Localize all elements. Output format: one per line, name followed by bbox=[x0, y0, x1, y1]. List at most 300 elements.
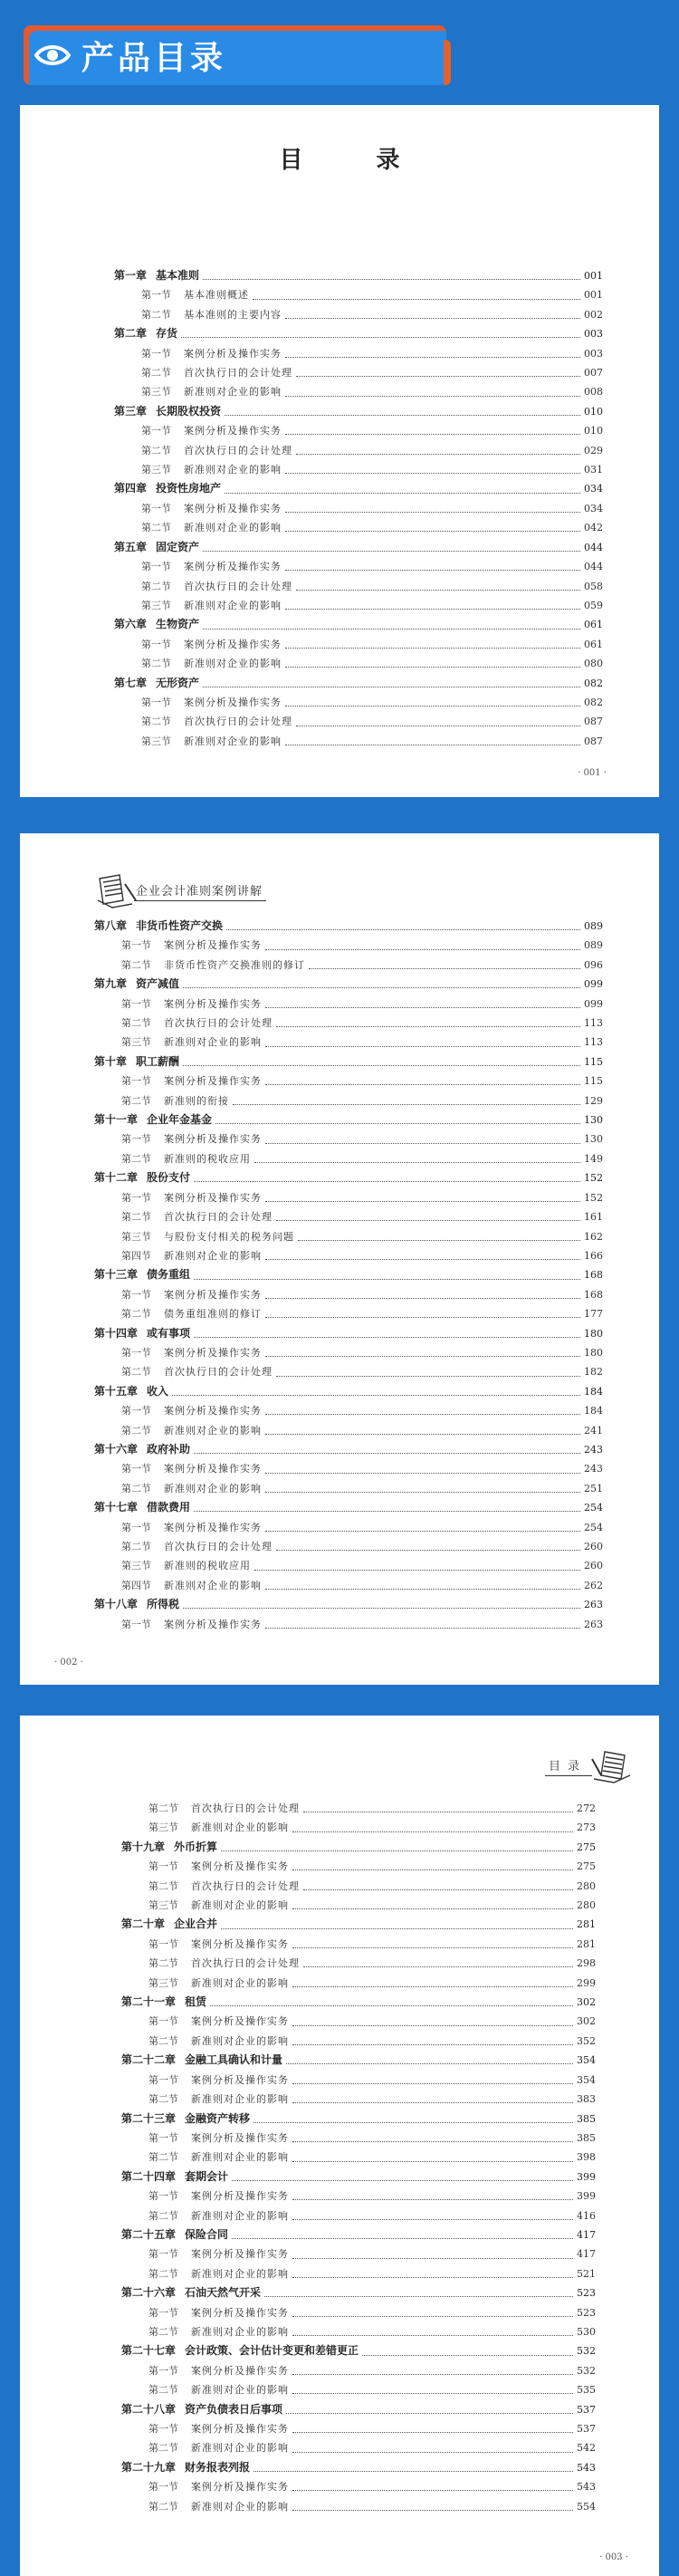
entry-title: 案例分析及操作实务 bbox=[164, 1075, 262, 1088]
entry-number: 第十章 bbox=[94, 1054, 128, 1068]
entry-page: 031 bbox=[584, 464, 603, 476]
leader-dots bbox=[292, 2044, 573, 2045]
entry-title: 案例分析及操作实务 bbox=[191, 2190, 289, 2203]
chapter-row bbox=[114, 266, 603, 285]
section-row bbox=[121, 2148, 596, 2167]
entry-title: 案例分析及操作实务 bbox=[164, 1191, 262, 1204]
entry-number: 第一节 bbox=[148, 2481, 178, 2494]
entry-title: 案例分析及操作实务 bbox=[191, 2015, 289, 2028]
entry-title: 存货 bbox=[156, 327, 178, 341]
section-row bbox=[114, 382, 603, 401]
leader-dots bbox=[286, 2063, 573, 2064]
section-row bbox=[121, 1896, 596, 1915]
chapter-row bbox=[121, 2051, 596, 2070]
entry-number: 第二节 bbox=[121, 1211, 151, 1224]
section-row bbox=[94, 1207, 603, 1226]
entry-title: 新准则对企业的影响 bbox=[164, 1579, 262, 1591]
entry-number: 第二节 bbox=[148, 2093, 178, 2106]
section-row bbox=[121, 1799, 596, 1818]
entry-title: 非货币性资产交换准则的修订 bbox=[164, 958, 305, 971]
entry-number: 第一节 bbox=[148, 2248, 178, 2261]
entry-page: 554 bbox=[577, 2500, 596, 2513]
section-row bbox=[121, 2032, 596, 2051]
chapter-row bbox=[114, 479, 603, 498]
entry-page: 537 bbox=[577, 2423, 596, 2435]
leader-dots bbox=[253, 2471, 573, 2472]
entry-page: 385 bbox=[577, 2112, 596, 2125]
entry-number: 第十四章 bbox=[94, 1326, 139, 1340]
entry-number: 第二节 bbox=[148, 1802, 178, 1814]
entry-title: 新准则的衔接 bbox=[164, 1094, 229, 1107]
entry-page: 080 bbox=[584, 658, 603, 670]
section-row bbox=[94, 1401, 603, 1420]
entry-title: 首次执行日的会计处理 bbox=[191, 1957, 300, 1970]
entry-title: 新准则对企业的影响 bbox=[184, 735, 282, 747]
toc-list bbox=[114, 266, 603, 751]
book-icon bbox=[590, 1748, 632, 1784]
chapter-row bbox=[121, 2458, 596, 2477]
entry-number: 第十八章 bbox=[94, 1598, 139, 1611]
leader-dots bbox=[292, 2277, 573, 2278]
entry-number: 第二十一章 bbox=[121, 1995, 177, 2009]
section-row bbox=[94, 1285, 603, 1304]
entry-page: 302 bbox=[577, 1996, 596, 2009]
leader-dots bbox=[265, 1046, 580, 1047]
entry-title: 资产减值 bbox=[136, 977, 180, 991]
entry-page: 543 bbox=[577, 2461, 596, 2474]
entry-page: 180 bbox=[584, 1346, 603, 1359]
leader-dots bbox=[265, 1143, 580, 1144]
leader-dots bbox=[232, 2180, 573, 2181]
entry-number: 第二节 bbox=[148, 1879, 178, 1892]
chapter-row bbox=[94, 1440, 603, 1459]
section-row bbox=[121, 2071, 596, 2090]
section-row bbox=[114, 285, 603, 304]
leader-dots bbox=[292, 2258, 573, 2259]
entry-title: 案例分析及操作实务 bbox=[191, 2073, 289, 2086]
leader-dots bbox=[292, 1908, 573, 1909]
entry-number: 第一节 bbox=[148, 2015, 178, 2028]
entry-title: 债务重组 bbox=[147, 1268, 191, 1282]
entry-number: 第四章 bbox=[114, 482, 148, 495]
entry-page: 260 bbox=[584, 1541, 603, 1552]
entry-number: 第一节 bbox=[141, 561, 171, 573]
leader-dots bbox=[265, 1414, 580, 1415]
leader-dots bbox=[265, 1628, 580, 1629]
entry-page: 383 bbox=[577, 2093, 596, 2106]
entry-page: 537 bbox=[577, 2403, 596, 2416]
entry-number: 第三节 bbox=[148, 1976, 178, 1989]
entry-number: 第四节 bbox=[121, 1579, 151, 1591]
entry-number: 第一节 bbox=[141, 502, 171, 514]
section-row bbox=[94, 1129, 603, 1149]
entry-title: 新准则对企业的影响 bbox=[184, 464, 282, 476]
leader-dots bbox=[194, 1453, 580, 1454]
entry-title: 基本准则概述 bbox=[184, 289, 249, 302]
leader-dots bbox=[292, 2083, 573, 2084]
entry-page: 087 bbox=[584, 735, 603, 747]
entry-number: 第二节 bbox=[148, 2034, 178, 2047]
toc-page-1 bbox=[20, 105, 659, 797]
entry-number: 第二节 bbox=[141, 658, 171, 670]
entry-title: 长期股权投资 bbox=[156, 404, 222, 418]
entry-page: 044 bbox=[584, 541, 603, 553]
leader-dots bbox=[225, 415, 580, 416]
entry-title: 首次执行日的会计处理 bbox=[184, 580, 292, 592]
toc-list bbox=[94, 917, 603, 1634]
leader-dots bbox=[183, 1608, 580, 1609]
entry-title: 新准则对企业的影响 bbox=[191, 1821, 289, 1834]
entry-page: 542 bbox=[577, 2442, 596, 2455]
leader-dots bbox=[285, 396, 580, 397]
entry-number: 第二节 bbox=[148, 2325, 178, 2338]
leader-dots bbox=[265, 1317, 580, 1318]
leader-dots bbox=[285, 512, 580, 513]
section-row bbox=[114, 441, 603, 460]
section-row bbox=[114, 460, 603, 479]
entry-number: 第一节 bbox=[121, 1521, 151, 1533]
leader-dots bbox=[285, 473, 580, 474]
leader-dots bbox=[303, 1966, 573, 1967]
leader-dots bbox=[362, 2355, 573, 2356]
entry-title: 财务报表列报 bbox=[185, 2460, 251, 2474]
leader-dots bbox=[276, 1220, 580, 1221]
entry-title: 案例分析及操作实务 bbox=[191, 2306, 289, 2319]
entry-number: 第五章 bbox=[114, 540, 148, 553]
entry-page: 263 bbox=[584, 1599, 603, 1611]
section-row bbox=[121, 1974, 596, 1993]
entry-page: 166 bbox=[584, 1249, 603, 1262]
page-number: · 003 · bbox=[599, 2552, 628, 2562]
leader-dots bbox=[264, 2296, 573, 2297]
entry-title: 案例分析及操作实务 bbox=[164, 997, 262, 1010]
entry-page: 008 bbox=[584, 386, 603, 399]
entry-number: 第一节 bbox=[121, 1346, 151, 1359]
section-row bbox=[114, 654, 603, 673]
entry-title: 收入 bbox=[147, 1384, 169, 1398]
leader-dots bbox=[183, 1065, 580, 1066]
entry-title: 案例分析及操作实务 bbox=[184, 347, 282, 360]
section-row bbox=[94, 1227, 603, 1246]
entry-title: 新准则对企业的影响 bbox=[184, 386, 282, 399]
entry-page: 272 bbox=[577, 1802, 596, 1814]
entry-title: 政府补助 bbox=[147, 1442, 191, 1456]
section-row bbox=[121, 2187, 596, 2206]
leader-dots bbox=[194, 1181, 580, 1182]
entry-page: 281 bbox=[577, 1937, 596, 1950]
section-row bbox=[94, 1149, 603, 1168]
entry-title: 新准则对企业的影响 bbox=[191, 2209, 289, 2222]
entry-page: 281 bbox=[577, 1918, 596, 1931]
entry-number: 第三节 bbox=[121, 1230, 151, 1243]
entry-number: 第二节 bbox=[141, 716, 171, 728]
entry-number: 第十七章 bbox=[94, 1501, 139, 1514]
leader-dots bbox=[296, 376, 580, 377]
leader-dots bbox=[254, 1162, 580, 1163]
entry-title: 首次执行日的会计处理 bbox=[164, 1211, 273, 1224]
chapter-row bbox=[94, 1595, 603, 1614]
entry-page: 096 bbox=[584, 958, 603, 971]
entry-number: 第三节 bbox=[141, 464, 171, 476]
leader-dots bbox=[203, 551, 580, 552]
entry-number: 第二节 bbox=[121, 1541, 151, 1552]
section-row bbox=[114, 363, 603, 382]
leader-dots bbox=[285, 434, 580, 435]
leader-dots bbox=[296, 454, 580, 455]
entry-title: 首次执行日的会计处理 bbox=[184, 444, 292, 457]
entry-page: 280 bbox=[577, 1899, 596, 1912]
entry-title: 固定资产 bbox=[156, 540, 200, 553]
section-row bbox=[121, 2419, 596, 2438]
entry-title: 基本准则 bbox=[156, 269, 200, 282]
entry-page: 061 bbox=[584, 619, 603, 631]
page-number: · 001 · bbox=[578, 768, 607, 778]
section-row bbox=[114, 499, 603, 518]
entry-page: 082 bbox=[584, 677, 603, 689]
entry-page: 273 bbox=[577, 1821, 596, 1834]
leader-dots bbox=[265, 1356, 580, 1357]
section-row bbox=[121, 2380, 596, 2399]
entry-title: 非货币性资产交换 bbox=[136, 919, 224, 932]
section-row bbox=[94, 995, 603, 1014]
entry-page: 398 bbox=[577, 2151, 596, 2164]
chapter-row bbox=[121, 2283, 596, 2302]
leader-dots bbox=[265, 1259, 580, 1260]
entry-title: 案例分析及操作实务 bbox=[164, 1463, 262, 1475]
entry-page: 007 bbox=[584, 367, 603, 380]
entry-title: 职工薪酬 bbox=[136, 1054, 180, 1068]
entry-page: 243 bbox=[584, 1443, 603, 1456]
entry-number: 第二节 bbox=[121, 1482, 151, 1495]
entry-number: 第二十四章 bbox=[121, 2169, 177, 2183]
leader-dots bbox=[285, 531, 580, 532]
leader-dots bbox=[265, 1084, 580, 1085]
entry-page: 087 bbox=[584, 716, 603, 728]
section-row bbox=[121, 2497, 596, 2516]
leader-dots bbox=[253, 299, 580, 300]
leader-dots bbox=[292, 2432, 573, 2433]
entry-title: 新准则对企业的影响 bbox=[191, 2151, 289, 2164]
section-row bbox=[94, 1421, 603, 1440]
leader-dots bbox=[265, 1201, 580, 1202]
leader-dots bbox=[226, 929, 580, 930]
entry-page: 532 bbox=[577, 2364, 596, 2377]
entry-number: 第二节 bbox=[148, 2151, 178, 2164]
entry-number: 第一节 bbox=[141, 696, 171, 708]
entry-page: 059 bbox=[584, 599, 603, 611]
entry-number: 第二节 bbox=[121, 1366, 151, 1379]
entry-title: 新准则对企业的影响 bbox=[191, 2267, 289, 2280]
entry-title: 新准则对企业的影响 bbox=[164, 1482, 262, 1495]
entry-title: 生物资产 bbox=[156, 618, 200, 631]
section-row bbox=[114, 596, 603, 615]
leader-dots bbox=[292, 2374, 573, 2375]
chapter-row bbox=[94, 1053, 603, 1072]
entry-number: 第二节 bbox=[141, 580, 171, 592]
entry-page: 280 bbox=[577, 1879, 596, 1892]
entry-page: 061 bbox=[584, 638, 603, 650]
entry-number: 第二节 bbox=[141, 522, 171, 534]
leader-dots bbox=[292, 2335, 573, 2336]
entry-number: 第十三章 bbox=[94, 1268, 139, 1282]
section-row bbox=[121, 2090, 596, 2109]
section-row bbox=[94, 1014, 603, 1033]
entry-title: 新准则对企业的影响 bbox=[191, 2093, 289, 2106]
entry-page: 149 bbox=[584, 1152, 603, 1165]
entry-title: 外币折算 bbox=[174, 1840, 218, 1853]
entry-title: 案例分析及操作实务 bbox=[164, 1288, 262, 1301]
entry-page: 262 bbox=[584, 1579, 603, 1591]
entry-number: 第二节 bbox=[148, 2442, 178, 2455]
chapter-row bbox=[121, 2400, 596, 2419]
entry-title: 新准则对企业的影响 bbox=[164, 1249, 262, 1262]
entry-page: 001 bbox=[584, 289, 603, 302]
section-row bbox=[114, 577, 603, 596]
entry-number: 第九章 bbox=[94, 977, 128, 991]
entry-title: 金融资产转移 bbox=[185, 2111, 251, 2125]
chapter-row bbox=[94, 1110, 603, 1129]
leader-dots bbox=[265, 1473, 580, 1474]
entry-title: 首次执行日的会计处理 bbox=[191, 1802, 300, 1814]
chapter-row bbox=[121, 2225, 596, 2244]
entry-title: 案例分析及操作实务 bbox=[164, 939, 262, 952]
leader-dots bbox=[285, 357, 580, 358]
entry-page: 099 bbox=[584, 997, 603, 1010]
entry-number: 第一节 bbox=[148, 2423, 178, 2435]
entry-number: 第二十三章 bbox=[121, 2111, 177, 2125]
entry-number: 第二节 bbox=[141, 367, 171, 380]
section-row bbox=[121, 2477, 596, 2496]
entry-page: 275 bbox=[577, 1860, 596, 1873]
entry-page: 034 bbox=[584, 502, 603, 514]
chapter-row bbox=[114, 324, 603, 343]
entry-number: 第二章 bbox=[114, 327, 148, 341]
entry-title: 或有事项 bbox=[147, 1326, 191, 1340]
entry-page: 168 bbox=[584, 1288, 603, 1301]
entry-number: 第二节 bbox=[141, 444, 171, 457]
entry-number: 第七章 bbox=[114, 676, 148, 689]
entry-number: 第一节 bbox=[141, 289, 171, 302]
entry-title: 新准则对企业的影响 bbox=[191, 1976, 289, 1989]
entry-title: 新准则对企业的影响 bbox=[191, 1899, 289, 1912]
leader-dots bbox=[265, 949, 580, 950]
entry-title: 新准则对企业的影响 bbox=[191, 2442, 289, 2455]
entry-number: 第二十五章 bbox=[121, 2227, 177, 2241]
entry-title: 股份支付 bbox=[147, 1171, 191, 1185]
section-row bbox=[121, 2361, 596, 2380]
toc-page-3 bbox=[20, 1716, 659, 2576]
section-row bbox=[94, 1518, 603, 1537]
entry-page: 354 bbox=[577, 2073, 596, 2086]
entry-number: 第一节 bbox=[121, 939, 151, 952]
entry-number: 第二节 bbox=[148, 1957, 178, 1970]
entry-number: 第十九章 bbox=[121, 1840, 166, 1853]
leader-dots bbox=[292, 2219, 573, 2220]
entry-title: 案例分析及操作实务 bbox=[191, 2423, 289, 2435]
chapter-row bbox=[114, 538, 603, 557]
leader-dots bbox=[172, 1395, 580, 1396]
entry-number: 第一节 bbox=[148, 2131, 178, 2144]
toc-list bbox=[121, 1799, 596, 2516]
leader-dots bbox=[221, 1928, 573, 1929]
section-row bbox=[94, 1246, 603, 1265]
leader-dots bbox=[292, 2025, 573, 2026]
entry-page: 416 bbox=[577, 2209, 596, 2222]
entry-page: 162 bbox=[584, 1230, 603, 1243]
entry-page: 302 bbox=[577, 2015, 596, 2028]
entry-number: 第十六章 bbox=[94, 1442, 139, 1456]
leader-dots bbox=[303, 1889, 573, 1890]
entry-page: 241 bbox=[584, 1424, 603, 1437]
entry-page: 523 bbox=[577, 2306, 596, 2319]
entry-number: 第一节 bbox=[121, 997, 151, 1010]
entry-number: 第三节 bbox=[141, 386, 171, 399]
entry-title: 所得税 bbox=[147, 1598, 180, 1611]
entry-page: 010 bbox=[584, 425, 603, 437]
entry-title: 案例分析及操作实务 bbox=[184, 425, 282, 437]
leader-dots bbox=[233, 1104, 580, 1105]
entry-number: 第二十九章 bbox=[121, 2460, 177, 2474]
book-icon bbox=[96, 873, 138, 909]
entry-number: 第一节 bbox=[121, 1075, 151, 1088]
leader-dots bbox=[194, 1511, 580, 1512]
entry-title: 新准则对企业的影响 bbox=[164, 1036, 262, 1049]
entry-number: 第二十二章 bbox=[121, 2053, 177, 2067]
entry-number: 第一节 bbox=[148, 2306, 178, 2319]
leader-dots bbox=[181, 337, 580, 338]
entry-number: 第三节 bbox=[148, 1899, 178, 1912]
entry-number: 第一节 bbox=[148, 1937, 178, 1950]
leader-dots bbox=[194, 1337, 580, 1338]
entry-title: 案例分析及操作实务 bbox=[184, 561, 282, 573]
section-row bbox=[94, 1537, 603, 1556]
section-row bbox=[94, 1576, 603, 1595]
entry-title: 金融工具确认和计量 bbox=[185, 2053, 283, 2067]
entry-page: 298 bbox=[577, 1957, 596, 1970]
entry-title: 基本准则的主要内容 bbox=[184, 308, 282, 321]
entry-title: 案例分析及操作实务 bbox=[164, 1405, 262, 1418]
entry-title: 首次执行日的会计处理 bbox=[184, 716, 292, 728]
section-row bbox=[94, 1091, 603, 1110]
entry-number: 第三节 bbox=[121, 1036, 151, 1049]
entry-title: 保险合同 bbox=[185, 2227, 229, 2241]
chapter-row bbox=[94, 1382, 603, 1401]
entry-page: 082 bbox=[584, 696, 603, 708]
section-row bbox=[114, 518, 603, 537]
leader-dots bbox=[292, 2393, 573, 2394]
chapter-row bbox=[114, 674, 603, 693]
entry-title: 案例分析及操作实务 bbox=[164, 1521, 262, 1533]
entry-page: 260 bbox=[584, 1560, 603, 1572]
entry-number: 第一节 bbox=[148, 1860, 178, 1873]
section-row bbox=[121, 2264, 596, 2283]
leader-dots bbox=[183, 987, 580, 988]
entry-page: 275 bbox=[577, 1841, 596, 1853]
leader-dots bbox=[276, 1376, 580, 1377]
entry-number: 第一节 bbox=[121, 1133, 151, 1146]
entry-number: 第十五章 bbox=[94, 1384, 139, 1398]
entry-number: 第二十章 bbox=[121, 1918, 166, 1931]
entry-number: 第二十八章 bbox=[121, 2402, 177, 2416]
chapter-row bbox=[121, 2110, 596, 2129]
entry-number: 第一节 bbox=[121, 1405, 151, 1418]
entry-number: 第一节 bbox=[121, 1191, 151, 1204]
section-row bbox=[121, 2244, 596, 2264]
entry-page: 184 bbox=[584, 1405, 603, 1418]
entry-title: 企业年金基金 bbox=[147, 1113, 213, 1127]
leader-dots bbox=[194, 1279, 580, 1280]
entry-page: 129 bbox=[584, 1094, 603, 1107]
